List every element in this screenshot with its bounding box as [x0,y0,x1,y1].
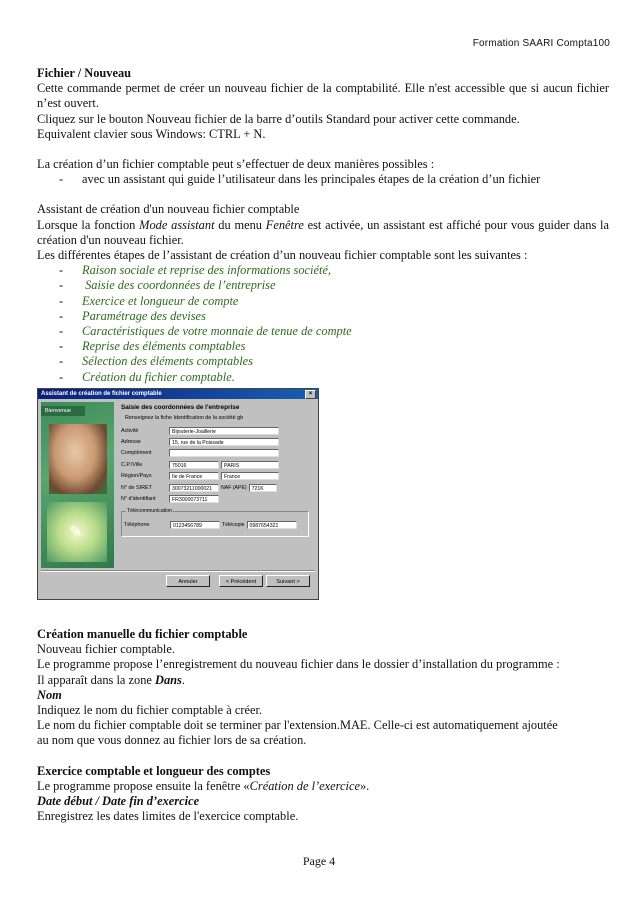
page-content-lower [37,627,609,824]
wizard-side-image [41,402,114,568]
identifiant-label: N° d'identifiant [121,496,156,503]
field-heading-nom: Nom [37,687,62,702]
form-heading: Saisie des coordonnées de l'entreprise [121,404,240,411]
wizard-dialog-screenshot [37,388,319,600]
paragraph: Enregistrez les dates limites de l'exercice comptable. [37,809,299,824]
complement-field[interactable] [169,449,279,457]
region-field[interactable]: Ile de France [169,472,219,480]
steps-list [37,263,609,385]
paragraph: Equivalent clavier sous Windows: CTRL + N. [37,126,266,141]
paragraph: Le programme propose ensuite la fenêtre «Création de l’exercice». [37,778,370,793]
list-item: - Exercice et longueur de compte [37,294,609,309]
telephone-label: Téléphone [124,522,150,529]
dialog-form [121,402,313,537]
paragraph: Le nom du fichier comptable doit se terminer par l'extension.MAE. Celle-ci est automatiquement ajoutée [37,718,558,733]
siret-label: N° de SIRET [121,484,152,491]
paragraph: Nouveau fichier comptable. [37,642,175,657]
list-item: - avec un assistant qui guide l’utilisateur dans les principales étapes de la création d’un fichier [37,172,609,187]
paragraph: La création d’un fichier comptable peut s’effectuer de deux manières possibles : [37,157,435,172]
telecom-group [121,507,309,537]
paragraph: Cette commande permet de créer un nouveau fichier de la comptabilité. Elle n'est accessible que si aucun fichier n’est ouvert. [37,81,609,111]
complement-label: Complément [121,450,152,457]
cancel-button[interactable]: Annuler [166,575,210,587]
telecopie-field[interactable]: 0987654321 [247,521,297,529]
paragraph: Indiquez le nom du fichier comptable à créer. [37,703,262,718]
dialog-title-bar [38,389,318,399]
naf-field[interactable]: 721K [249,484,277,492]
close-icon[interactable]: × [305,390,316,399]
section-title-exercice: Exercice comptable et longueur des comptes [37,763,271,778]
adresse-field[interactable]: 15, rue de la Poissade [169,438,279,446]
identifiant-field[interactable]: FR3000073711 [169,495,219,503]
person-photo [49,424,107,494]
next-button[interactable]: Suivant > [266,575,310,587]
mouse-icon: ✎ [69,524,83,541]
method-list [37,172,609,187]
telephone-field[interactable]: 0123456789 [170,521,220,529]
section-title-creation-manuelle: Création manuelle du fichier comptable [37,627,248,641]
paragraph: Cliquez sur le bouton Nouveau fichier de la barre d’outils Standard pour activer cette commande. [37,111,520,126]
field-heading-dates: Date début / Date fin d’exercice [37,794,200,809]
pays-field[interactable]: France [221,472,279,480]
adresse-label: Adresse [121,439,141,446]
list-item: - Paramétrage des devises [37,309,609,324]
side-tag: Bienvenue [41,406,85,416]
ville-field[interactable]: PARIS [221,461,279,469]
paragraph: Lorsque la fonction Mode assistant du menu Fenêtre est activée, un assistant est affiché pour vous guider dans la création d'un nouveau fichier. [37,217,609,247]
dialog-separator [41,570,315,572]
cp-field[interactable]: 75016 [169,461,219,469]
dialog-buttons [166,575,310,587]
activite-field[interactable]: Bijouterie-Joaillerie [169,427,279,435]
list-item: - Reprise des éléments comptables [37,339,609,354]
dialog-title: Assistant de création de fichier comptable [41,391,162,397]
form-subheading: Renseignez la fiche Identification de la société gb [125,415,244,421]
list-item: - Raison sociale et reprise des informations société, [37,263,609,278]
cp-ville-label: C.P./Ville [121,461,143,468]
telecopie-label: Télécopie [222,522,245,529]
paragraph: Les différentes étapes de l’assistant de création d’un nouveau fichier comptable sont les suivantes : [37,248,528,263]
siret-field[interactable]: 30073211000021 [169,484,219,492]
page-content [37,66,609,385]
paragraph: Il apparaît dans la zone Dans. [37,672,185,687]
naf-label: NAF (APE) [221,484,247,491]
previous-button[interactable]: < Précédent [219,575,263,587]
paragraph: Le programme propose l’enregistrement du nouveau fichier dans le dossier d’installation du programme : [37,657,560,672]
activite-label: Activité [121,427,139,434]
region-pays-label: Région/Pays [121,473,152,480]
telecom-legend: Télécommunication [127,507,172,514]
list-item: - Saisie des coordonnées de l’entreprise [37,278,609,293]
list-item: - Caractéristiques de votre monnaie de tenue de compte [37,324,609,339]
paragraph: au nom que vous donnez au fichier lors de sa création. [37,733,307,748]
list-item: - Sélection des éléments comptables [37,354,609,369]
section-title-fichier-nouveau: Fichier / Nouveau [37,66,132,80]
list-item: - Création du fichier comptable. [37,370,609,385]
section-title-assistant: Assistant de création d'un nouveau fichier comptable [37,202,300,217]
page-number: Page 4 [302,854,336,868]
running-header: Formation SAARI Compta100 [472,38,610,49]
